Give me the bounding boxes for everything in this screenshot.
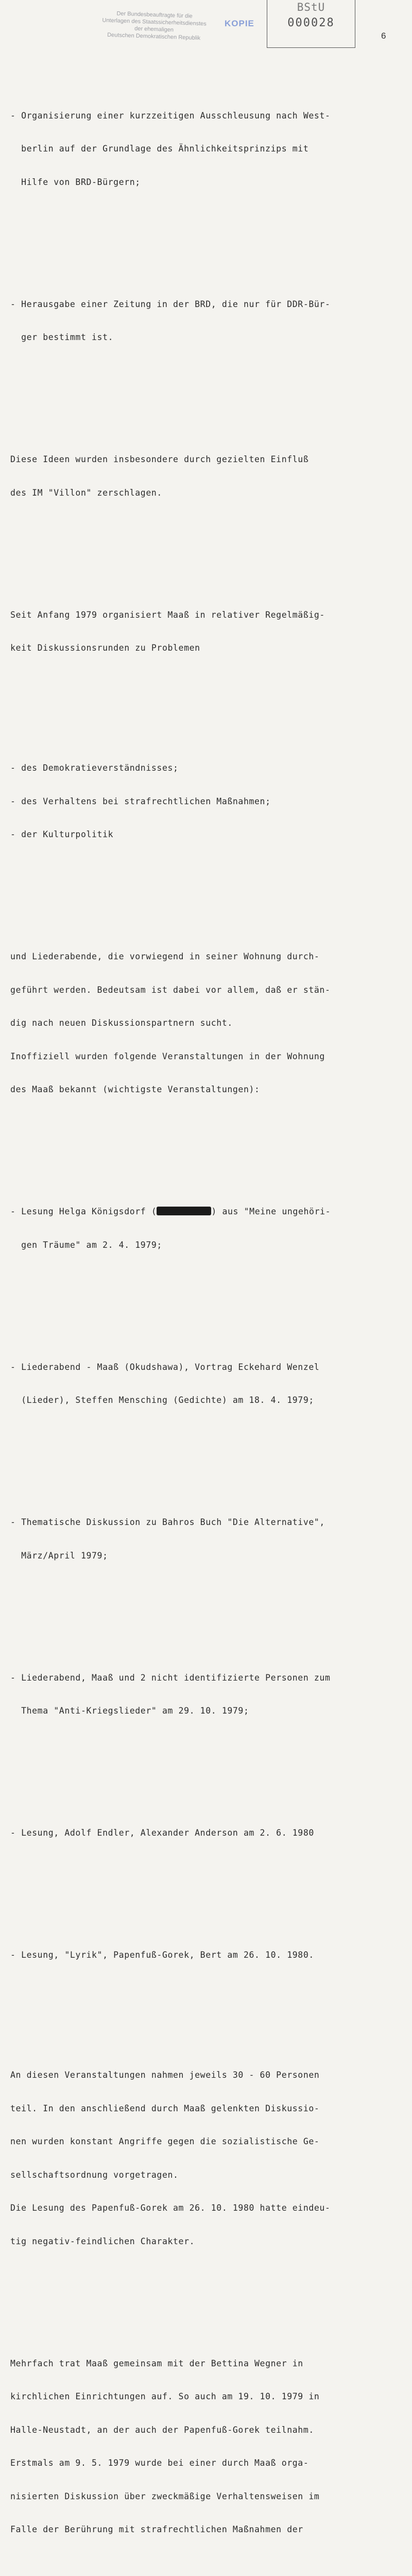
page-number: 6 — [381, 31, 386, 41]
text-line: des IM "Villon" zerschlagen. — [10, 487, 162, 498]
archive-stamp-line: Unterlagen des Staatssicherheitsdienstes — [102, 17, 207, 27]
text-line: keit Diskussionsrunden zu Problemen — [10, 643, 200, 653]
bstu-page-number: 000028 — [287, 16, 335, 29]
paragraph — [10, 929, 407, 1117]
text-line: - Lesung, Adolf Endler, Alexander Anderson am 2. 6. 1980 — [10, 1828, 314, 1838]
bstu-label: BStU — [297, 1, 325, 13]
event-item — [10, 1184, 407, 1273]
text-line: sellschaftsordnung vorgetragen. — [10, 2170, 179, 2180]
text-line: - Herausgabe einer Zeitung in der BRD, die nur für DDR-Bür- — [10, 299, 331, 309]
text-line: nen wurden konstant Angriffe gegen die sozialistische Ge- — [10, 2137, 320, 2146]
text-line: kirchlichen Einrichtungen auf. So auch am 19. 10. 1979 in — [10, 2392, 320, 2401]
text-line: und Liederabende, die vorwiegend in seiner Wohnung durch- — [10, 952, 320, 961]
bullet-item — [10, 277, 407, 365]
text-line: - Liederabend - Maaß (Okudshawa), Vortrag Eckehard Wenzel — [10, 1362, 320, 1372]
text-line: berlin auf der Grundlage des Ähnlichkeitsprinzips mit — [10, 144, 309, 154]
text-line: Die Lesung des Papenfuß-Gorek am 26. 10. 1980 hatte eindeu- — [10, 2203, 331, 2213]
bullet-item — [10, 88, 407, 210]
archive-stamp-line: Der Bundesbeauftragte für die — [116, 10, 193, 20]
text-line: Erstmals am 9. 5. 1979 wurde bei einer durch Maaß orga- — [10, 2458, 309, 2468]
bstu-reference-box — [267, 0, 355, 48]
text-line: gen Träume" am 2. 4. 1979; — [10, 1240, 162, 1250]
text-line: - Liederabend, Maaß und 2 nicht identifizierte Personen zum — [10, 1672, 331, 1683]
text-line: An diesen Veranstaltungen nahmen jeweils 30 - 60 Personen — [10, 2070, 320, 2080]
archive-stamp-line: der ehemaligen — [134, 25, 174, 33]
event-text: - Lesung Helga Königsdorf ( — [10, 1207, 157, 1216]
text-line: nisierten Diskussion über zweckmäßige Verhaltensweisen im — [10, 2491, 320, 2501]
archive-stamp — [86, 9, 222, 54]
paragraph — [10, 432, 407, 520]
text-line: Halle-Neustadt, an der auch der Papenfuß-Gorek teilnahm. — [10, 2425, 314, 2435]
event-item — [10, 1495, 407, 1583]
text-line: (Lieder), Steffen Mensching (Gedichte) am 18. 4. 1979; — [10, 1395, 314, 1405]
event-item — [10, 1805, 407, 1861]
text-line: des Maaß bekannt (wichtigste Veranstaltungen): — [10, 1084, 260, 1094]
text-line: Falle der Berührung mit strafrechtlichen Maßnahmen der — [10, 2524, 303, 2534]
text-line — [10, 1206, 407, 1217]
document-body — [10, 55, 407, 2576]
text-line: dig nach neuen Diskussionspartnern sucht. — [10, 1018, 233, 1028]
text-line: März/April 1979; — [10, 1550, 108, 1561]
text-line: Mehrfach trat Maaß gemeinsam mit der Bettina Wegner in — [10, 2358, 303, 2368]
event-item — [10, 1340, 407, 1428]
topic-list — [10, 740, 407, 862]
list-item: - des Demokratieverständnisses; — [10, 763, 179, 773]
text-line: - Lesung, "Lyrik", Papenfuß-Gorek, Bert am 26. 10. 1980. — [10, 1950, 314, 1960]
paragraph — [10, 587, 407, 676]
event-item — [10, 1927, 407, 1983]
text-line: - Thematische Diskussion zu Bahros Buch "Die Alternative", — [10, 1517, 325, 1527]
paragraph — [10, 2336, 407, 2557]
event-text: ) aus "Meine ungehöri- — [211, 1207, 331, 1216]
archive-stamp-line: Deutschen Demokratischen Republik — [107, 31, 201, 42]
text-line: ger bestimmt ist. — [10, 332, 114, 342]
text-line: Thema "Anti-Kriegslieder" am 29. 10. 1979; — [10, 1706, 249, 1716]
event-item — [10, 1650, 407, 1739]
paragraph — [10, 2047, 407, 2269]
text-line: Inoffiziell wurden folgende Veranstaltungen in der Wohnung — [10, 1051, 325, 1061]
kopie-stamp: KOPIE — [225, 19, 254, 28]
list-item: - des Verhaltens bei strafrechtlichen Maßnahmen; — [10, 796, 271, 806]
list-item: - der Kulturpolitik — [10, 829, 114, 839]
text-line: Hilfe von BRD-Bürgern; — [10, 177, 141, 187]
text-line: teil. In den anschließend durch Maaß gelenkten Diskussio- — [10, 2103, 320, 2113]
text-line: - Organisierung einer kurzzeitigen Ausschleusung nach West- — [10, 110, 331, 121]
text-line: tig negativ-feindlichen Charakter. — [10, 2236, 195, 2246]
redaction-bar — [157, 1207, 211, 1215]
text-line: geführt werden. Bedeutsam ist dabei vor allem, daß er stän- — [10, 985, 331, 995]
text-line: Seit Anfang 1979 organisiert Maaß in relativer Regelmäßig- — [10, 609, 325, 620]
text-line: Diese Ideen wurden insbesondere durch gezielten Einfluß — [10, 454, 309, 464]
